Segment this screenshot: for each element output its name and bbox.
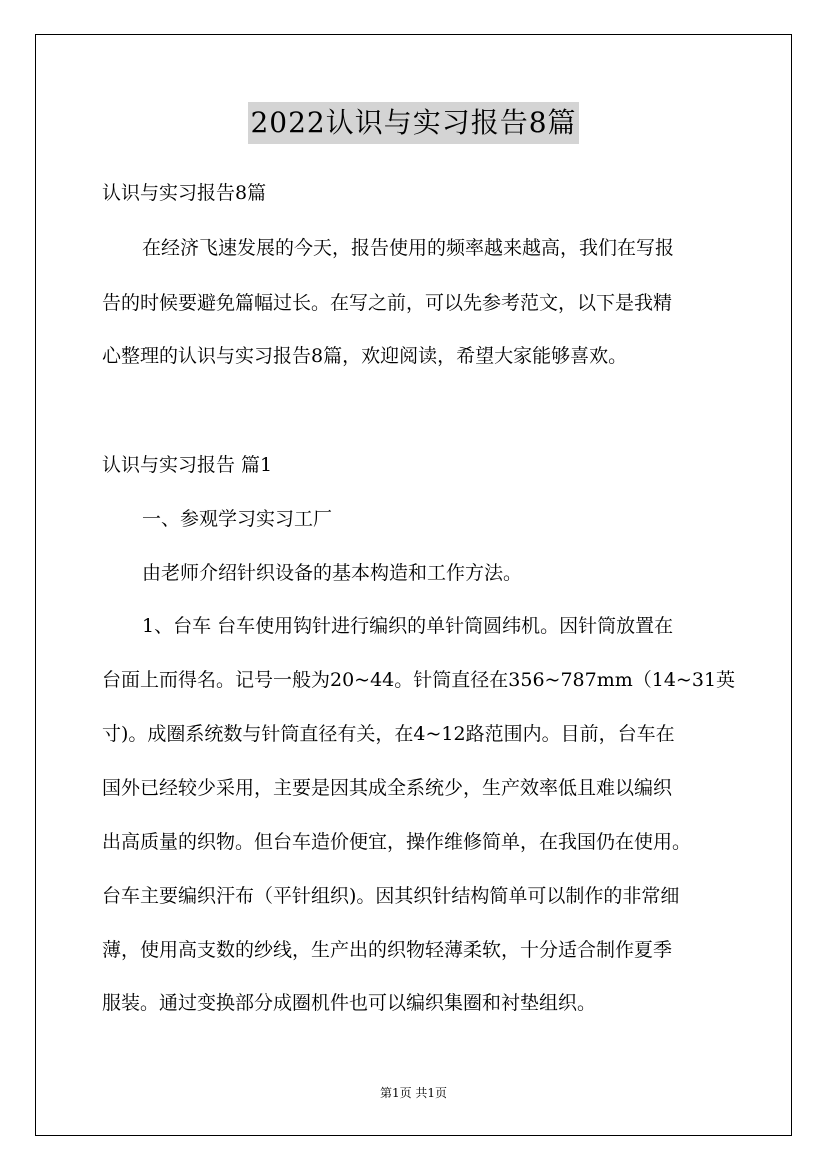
body-line-7: 薄，使用高支数的纱线，生产出的织物轻薄柔软，十分适合制作夏季	[102, 939, 673, 961]
body-line-3: 寸)。成圈系统数与针筒直径有关，在4~12路范围内。目前，台车在	[102, 723, 675, 745]
document-title: 2022认识与实习报告8篇	[248, 102, 578, 144]
title-container	[0, 102, 827, 144]
body-line-4: 国外已经较少采用，主要是因其成全系统少，生产效率低且难以编织	[102, 777, 673, 799]
body-line-5: 出高质量的织物。但台车造价便宜，操作维修简单，在我国仍在使用。	[102, 831, 692, 853]
body-line-2: 台面上而得名。记号一般为20~44。针筒直径在356~787mm（14~31英	[102, 669, 736, 691]
section-heading: 认识与实习报告 篇1	[102, 454, 273, 476]
subheading: 一、参观学习实习工厂	[142, 508, 333, 530]
intro-sentence: 由老师介绍针织设备的基本构造和工作方法。	[142, 562, 523, 584]
body-line-6: 台车主要编织汗布（平针组织)。因其织针结构简单可以制作的非常细	[102, 885, 680, 907]
intro-line-3: 心整理的认识与实习报告8篇，欢迎阅读，希望大家能够喜欢。	[102, 345, 628, 367]
body-line-8: 服装。通过变换部分成圈机件也可以编织集圈和衬垫组织。	[102, 992, 597, 1014]
intro-line-2: 告的时候要避免篇幅过长。在写之前，可以先参考范文，以下是我精	[102, 292, 673, 314]
intro-line-1: 在经济飞速发展的今天，报告使用的频率越来越高，我们在写报	[142, 237, 675, 259]
body-line-1: 1、台车 台车使用钩针进行编织的单针筒圆纬机。因针筒放置在	[142, 615, 674, 637]
document-subtitle: 认识与实习报告8篇	[102, 182, 267, 204]
page-number: 第1页 共1页	[379, 1086, 448, 1100]
page-footer	[0, 1085, 827, 1101]
